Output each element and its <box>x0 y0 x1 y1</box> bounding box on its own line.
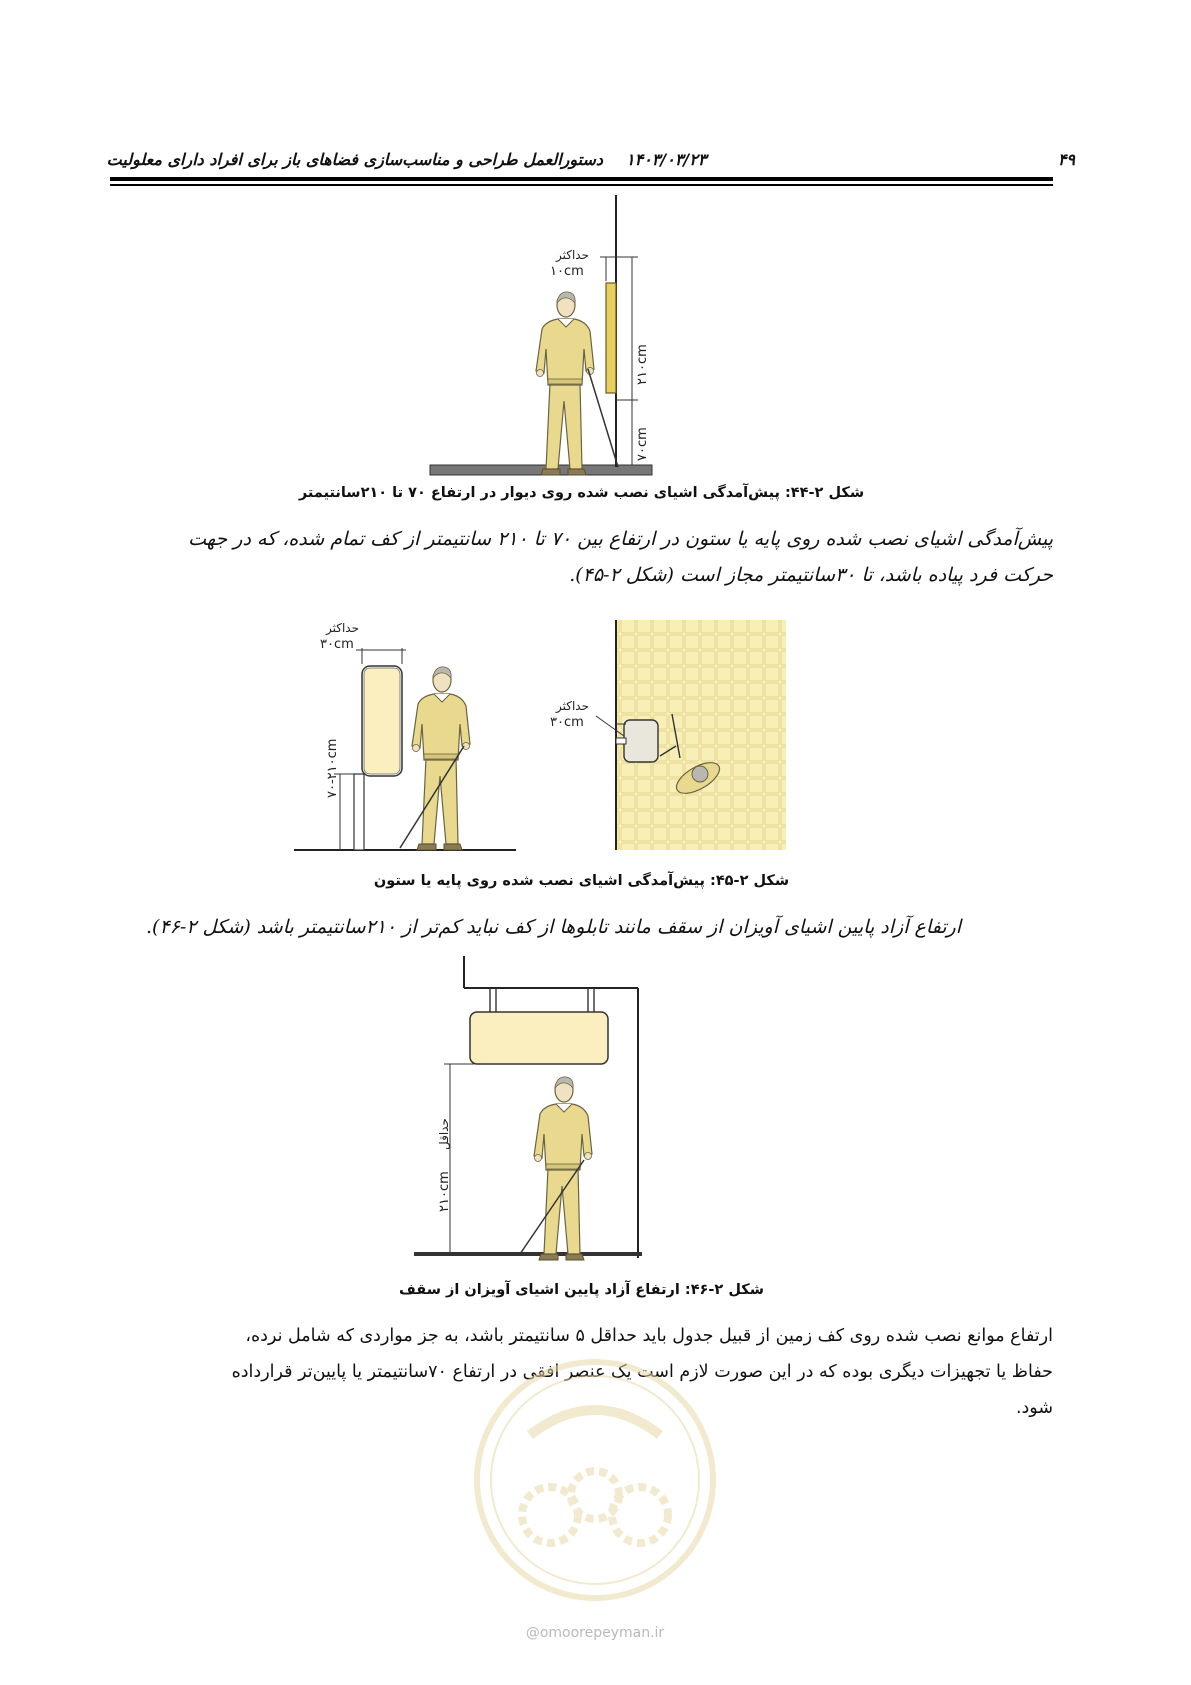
fig45-left-label-max: حداکثر <box>326 621 360 635</box>
figure-46 <box>410 952 650 1272</box>
fig46-label-height: ۲۱۰cm <box>437 1171 452 1212</box>
fig45-left-label-height: ۷۰-۲۱۰cm <box>325 738 340 798</box>
fig45-left-label-max-value: ۳۰cm <box>320 637 354 652</box>
paragraph-1-line-1: پیش‌آمدگی اشیای نصب شده روی پایه یا ستون در ارتفاع بین ۷۰ تا ۲۱۰ سانتیمتر از کف تمام شده، که در جهت <box>188 528 1053 550</box>
paragraph-3-line-3: شود. <box>1015 1398 1053 1418</box>
fig44-label-max: حداکثر <box>556 248 590 262</box>
paragraph-2-line-1: ارتفاع آزاد پایین اشیای آویزان از سقف مانند تابلوها از کف نباید کم‌تر از ۲۱۰سانتیمتر باشد (شکل ۲-۴۶). <box>146 916 961 938</box>
fig44-label-height-bottom: ۷۰cm <box>635 427 650 461</box>
header-rule-thick <box>110 177 1053 181</box>
fig44-label-max-value: ۱۰cm <box>550 264 584 279</box>
fig45-right-label-max: حداکثر <box>556 699 590 713</box>
fig44-label-height-top: ۲۱۰cm <box>635 344 650 385</box>
watermark-logo <box>470 1355 720 1605</box>
watermark-site: @omoorepeyman.ir <box>525 1625 665 1641</box>
figure-44 <box>420 195 660 480</box>
paragraph-2 <box>146 909 961 945</box>
fig45-right-label-max-value: ۳۰cm <box>550 715 584 730</box>
fig46-label-min: حداقل <box>437 1118 451 1150</box>
header-title: دستورالعمل طراحی و مناسب‌سازی فضاهای باز برای افراد دارای معلولیت <box>106 150 603 169</box>
paragraph-3-line-2: حفاظ یا تجهیزات دیگری بوده که در این صورت لازم است یک عنصر افقی در ارتفاع ۷۰سانتیمتر یا پایین‌تر قرارداده <box>231 1362 1053 1382</box>
figure-45-plan <box>540 618 790 853</box>
figure-45-caption: شکل ۲-۴۵: پیش‌آمدگی اشیای نصب شده روی پایه یا ستون <box>373 873 790 889</box>
paragraph-1 <box>110 521 1053 593</box>
figure-44-caption: شکل ۲-۴۴: پیش‌آمدگی اشیای نصب شده روی دیوار در ارتفاع ۷۰ تا ۲۱۰سانتیمتر <box>298 485 865 501</box>
paragraph-1-line-2: حرکت فرد پیاده باشد، تا ۳۰سانتیمتر مجاز است (شکل ۲-۴۵). <box>569 564 1053 586</box>
header-rule-thin <box>110 184 1053 186</box>
figure-46-caption: شکل ۲-۴۶: ارتفاع آزاد پایین اشیای آویزان از سقف <box>399 1282 764 1298</box>
paragraph-3-line-1: ارتفاع موانع نصب شده روی کف زمین از قبیل جدول باید حداقل ۵ سانتیمتر باشد، به جز مواردی که شامل نرده، <box>245 1326 1053 1346</box>
page-number: ۴۹ <box>1057 150 1075 169</box>
header-date: ۱۴۰۳/۰۳/۲۳ <box>626 150 707 169</box>
figure-45-elevation <box>290 618 520 858</box>
